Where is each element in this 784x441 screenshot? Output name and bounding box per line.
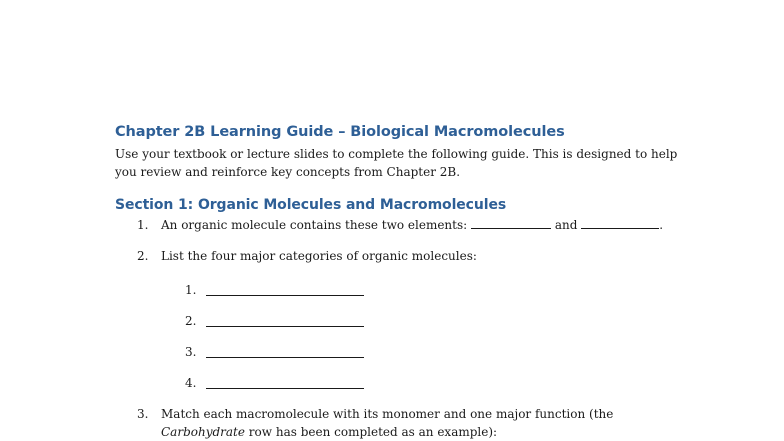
answer-blank-category-1[interactable]	[206, 283, 364, 296]
section-1-heading: Section 1: Organic Molecules and Macromolecules	[115, 197, 507, 213]
question-1-number: 1.	[137, 218, 149, 232]
list-item-number: 1.	[185, 283, 197, 297]
question-2-text: List the four major categories of organic molecules:	[161, 249, 477, 263]
intro-line-1: Use your textbook or lecture slides to complete the following guide. This is designed to help	[115, 147, 678, 161]
answer-blank-category-3[interactable]	[206, 345, 364, 358]
question-1-prompt: An organic molecule contains these two elements:	[161, 218, 471, 232]
question-3-text-line-1: Match each macromolecule with its monomer and one major function (the	[161, 407, 614, 421]
page-title: Chapter 2B Learning Guide – Biological Macromolecules	[115, 124, 565, 140]
question-3-number: 3.	[137, 407, 149, 421]
answer-blank-element-2[interactable]	[581, 218, 659, 229]
answer-blank-category-2[interactable]	[206, 314, 364, 327]
question-1-period: .	[659, 218, 664, 232]
question-1-text	[161, 218, 663, 232]
list-item-number: 4.	[185, 376, 197, 390]
question-3-text-line-2	[161, 425, 497, 439]
intro-paragraph	[115, 145, 685, 181]
list-item-number: 3.	[185, 345, 197, 359]
question-1-and: and	[551, 218, 582, 232]
question-2-number: 2.	[137, 249, 149, 263]
answer-blank-category-4[interactable]	[206, 376, 364, 389]
answer-blank-element-1[interactable]	[471, 218, 551, 229]
intro-line-2: you review and reinforce key concepts from Chapter 2B.	[115, 165, 461, 179]
question-3-italic-word: Carbohydrate	[161, 425, 245, 439]
question-3-line-2-rest: row has been completed as an example):	[244, 425, 498, 439]
list-item-number: 2.	[185, 314, 197, 328]
